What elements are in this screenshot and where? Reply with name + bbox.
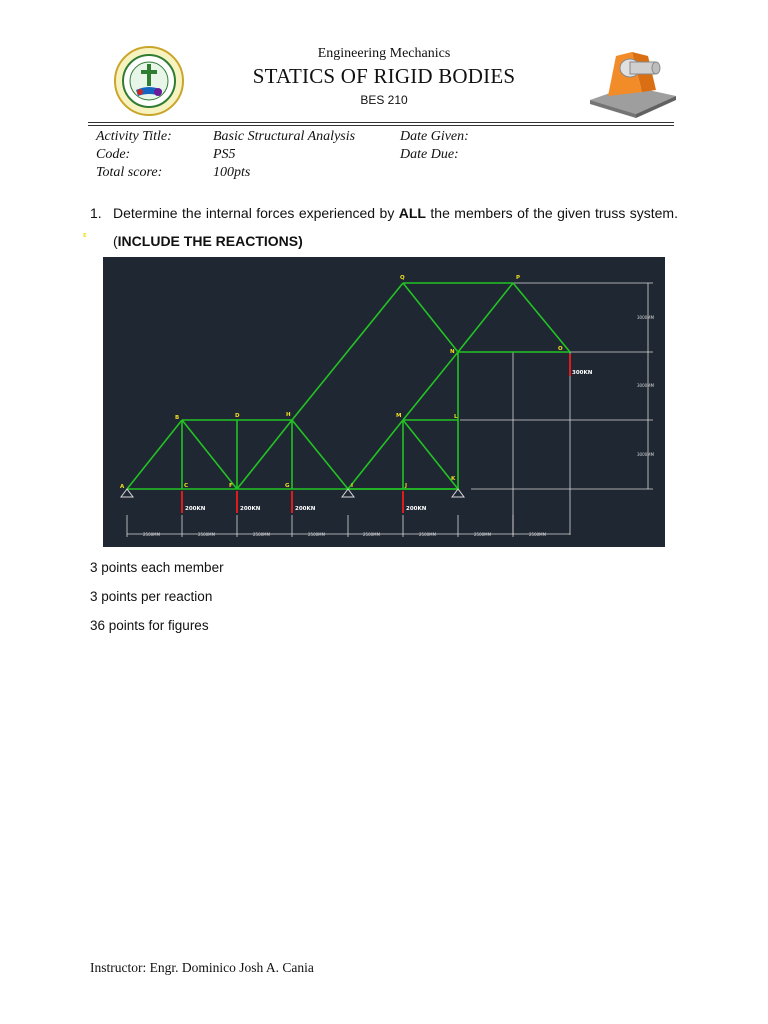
figure-background xyxy=(103,257,665,547)
node-label-n: N xyxy=(450,349,455,355)
question-1 xyxy=(90,199,678,255)
node-label-b: B xyxy=(175,415,180,421)
question-text-part-2: the members of the given truss system. ( xyxy=(113,205,678,249)
subject-name: Engineering Mechanics xyxy=(317,46,451,61)
node-label-e: E xyxy=(83,233,87,239)
activity-title-row xyxy=(96,128,490,146)
dim-label-v2: 3000MM xyxy=(637,383,655,388)
node-label-m: M xyxy=(396,413,402,419)
question-number: 1. xyxy=(90,205,102,221)
dim-label-h5: 2500MM xyxy=(363,532,381,537)
dim-label-v1: 3000MM xyxy=(637,315,655,320)
question-text xyxy=(113,199,678,255)
load-label-j: 200KN xyxy=(406,506,427,512)
node-label-c: C xyxy=(184,483,189,489)
date-due-label: Date Due: xyxy=(400,147,459,162)
node-label-d: D xyxy=(235,413,240,419)
activity-info xyxy=(96,128,490,182)
course-code: BES 210 xyxy=(360,93,408,107)
dim-label-h4: 2500MM xyxy=(308,532,326,537)
load-label-o: 300KN xyxy=(572,370,593,376)
node-label-o: O xyxy=(558,346,563,352)
header-divider xyxy=(88,122,674,123)
dim-label-h6: 2500MM xyxy=(419,532,437,537)
code-label: Code: xyxy=(96,147,131,162)
activity-code-row xyxy=(96,146,490,164)
node-label-j: J xyxy=(405,483,408,489)
question-text-emphasis: ALL xyxy=(398,205,426,221)
note-figure-points: 36 points for figures xyxy=(90,618,209,633)
node-label-q: Q xyxy=(400,275,405,281)
node-label-l: L xyxy=(454,414,458,420)
node-label-g: G xyxy=(285,483,290,489)
node-label-f: F xyxy=(229,483,233,489)
activity-title-label: Activity Title: xyxy=(96,129,172,144)
scoring-notes xyxy=(90,558,224,645)
document-header xyxy=(90,42,678,122)
load-label-c: 200KN xyxy=(185,506,206,512)
total-score-label: Total score: xyxy=(96,165,163,180)
note-reaction-points: 3 points per reaction xyxy=(90,589,213,604)
header-divider-secondary xyxy=(88,125,674,126)
note-member-points: 3 points each member xyxy=(90,560,224,575)
dim-label-h8: 2500MM xyxy=(529,532,547,537)
document-title: STATICS OF RIGID BODIES xyxy=(252,64,516,88)
date-given-label: Date Given: xyxy=(400,129,469,144)
question-text-part-1: Determine the internal forces experienced by xyxy=(113,205,399,221)
node-label-p: P xyxy=(516,275,521,281)
node-label-h: H xyxy=(286,412,291,418)
dim-label-h7: 2500MM xyxy=(474,532,492,537)
dim-label-v3: 3000MM xyxy=(637,452,655,457)
load-label-f: 200KN xyxy=(240,506,261,512)
dim-label-h1: 2500MM xyxy=(143,532,161,537)
total-score-value: 100pts xyxy=(213,165,251,180)
question-text-reactions: INCLUDE THE REACTIONS) xyxy=(117,233,303,249)
node-label-a: A xyxy=(120,484,125,490)
load-label-g: 200KN xyxy=(295,506,316,512)
code-value: PS5 xyxy=(213,147,236,162)
pin-support-icon xyxy=(586,42,678,118)
node-label-i: I xyxy=(351,483,354,489)
instructor-line: Instructor: Engr. Dominico Josh A. Cania xyxy=(90,960,314,975)
total-score-row xyxy=(96,164,490,182)
dim-label-h2: 2500MM xyxy=(198,532,216,537)
activity-title-value: Basic Structural Analysis xyxy=(213,129,356,144)
dim-label-h3: 2500MM xyxy=(253,532,271,537)
node-label-k: K xyxy=(451,476,456,482)
